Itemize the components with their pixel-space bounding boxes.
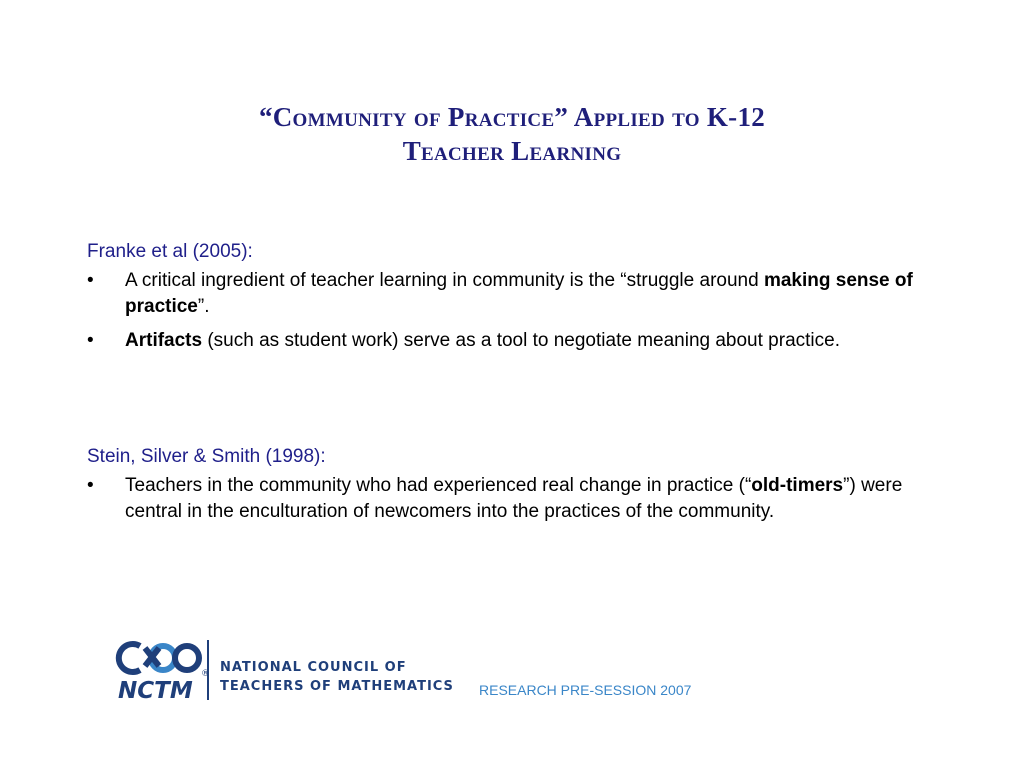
section-stein (87, 445, 917, 533)
bullet-text-post: (such as student work) serve as a tool to negotiate meaning about practice. (202, 330, 840, 351)
bullet-text-pre: Teachers in the community who had experienced real change in practice (“ (125, 475, 752, 496)
bullet-text-post: ”) were central in the enculturation of newcomers into the practices of the community. (125, 475, 903, 522)
bullet-text-bold: old-timers (751, 475, 844, 496)
bullet-item (87, 268, 917, 320)
bullet-marker: • (87, 330, 94, 351)
footer-text: RESEARCH PRE-SESSION 2007 (479, 682, 692, 698)
slide-title-line-1: “Community of Practice” Applied to K-12 (258, 102, 766, 132)
nctm-name (220, 658, 454, 696)
section-franke (87, 240, 917, 362)
nctm-name-line-2: TEACHERS OF MATHEMATICS (220, 679, 454, 694)
nctm-abbr: NCTM (118, 678, 193, 702)
slide-title-line-2: Teacher Learning (402, 136, 622, 166)
registered-mark: ® (201, 669, 210, 679)
section-heading: Franke et al (2005): (87, 241, 253, 262)
bullet-marker: • (87, 270, 94, 291)
section-heading: Stein, Silver & Smith (1998): (87, 446, 326, 467)
nctm-name-line-1: NATIONAL COUNCIL OF (220, 660, 407, 675)
bullet-item (87, 328, 917, 354)
bullet-item (87, 473, 917, 525)
bullet-text-bold: Artifacts (125, 330, 203, 351)
slide-title (0, 100, 1024, 168)
nctm-logo-mark-icon (119, 644, 199, 672)
bullet-text-pre: A critical ingredient of teacher learning in community is the “struggle around (125, 270, 764, 291)
bullet-text-post: ”. (197, 296, 210, 317)
bullet-marker: • (87, 475, 94, 496)
bullet-text-bold: making sense of practice (125, 270, 913, 317)
